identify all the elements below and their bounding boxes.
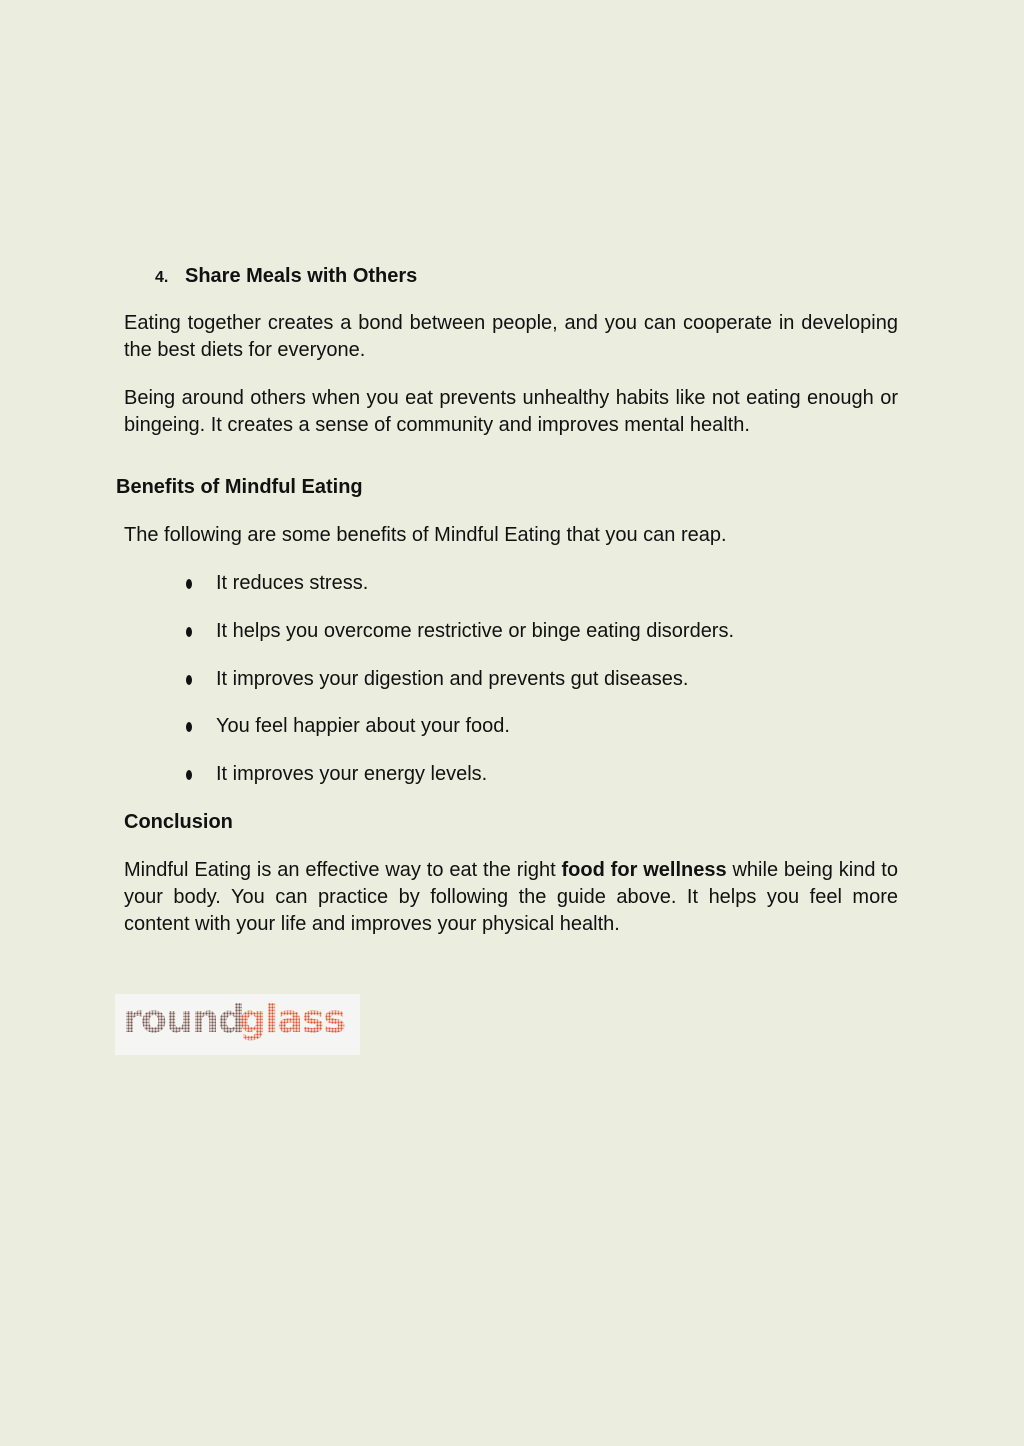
section-title: Share Meals with Others (185, 265, 418, 287)
logo-text-round: round (123, 997, 245, 1041)
section-heading-share-meals (155, 263, 417, 291)
list-item-text: It reduces stress. (216, 572, 369, 594)
bullet-icon (186, 770, 192, 780)
list-item-text: It improves your digestion and prevents gut diseases. (216, 668, 689, 690)
conclusion-text-start: Mindful Eating is an effective way to eat the right (124, 859, 562, 881)
list-item-text: It improves your energy levels. (216, 763, 488, 785)
paragraph-eating-together: Eating together creates a bond between people, and you can cooperate in developing the best diets for everyone. (124, 312, 898, 361)
roundglass-logo-graphic (115, 994, 360, 1055)
conclusion-paragraph (124, 857, 898, 938)
conclusion-text-end: while being kind to your body. You can practice by following the guide above. It helps you feel more content with your life and improves your physical health. (124, 859, 898, 935)
conclusion-bold-phrase: food for wellness (561, 859, 727, 881)
bullet-icon (186, 675, 192, 685)
benefits-heading: Benefits of Mindful Eating (116, 476, 363, 498)
list-item-text: You feel happier about your food. (216, 715, 510, 737)
bullet-icon (186, 579, 192, 589)
bullet-icon (186, 722, 192, 732)
logo-text-glass: glass (239, 997, 346, 1041)
list-item-text: It helps you overcome restrictive or binge eating disorders. (216, 620, 735, 642)
section-number: 4. (155, 269, 169, 286)
bullet-icon (186, 627, 192, 637)
conclusion-heading: Conclusion (124, 811, 233, 833)
roundglass-logo (115, 994, 360, 1055)
benefits-intro: The following are some benefits of Mindful Eating that you can reap. (124, 524, 727, 546)
paragraph-being-around-others: Being around others when you eat prevents unhealthy habits like not eating enough or bingeing. It creates a sense of community and improves mental health. (124, 387, 898, 436)
